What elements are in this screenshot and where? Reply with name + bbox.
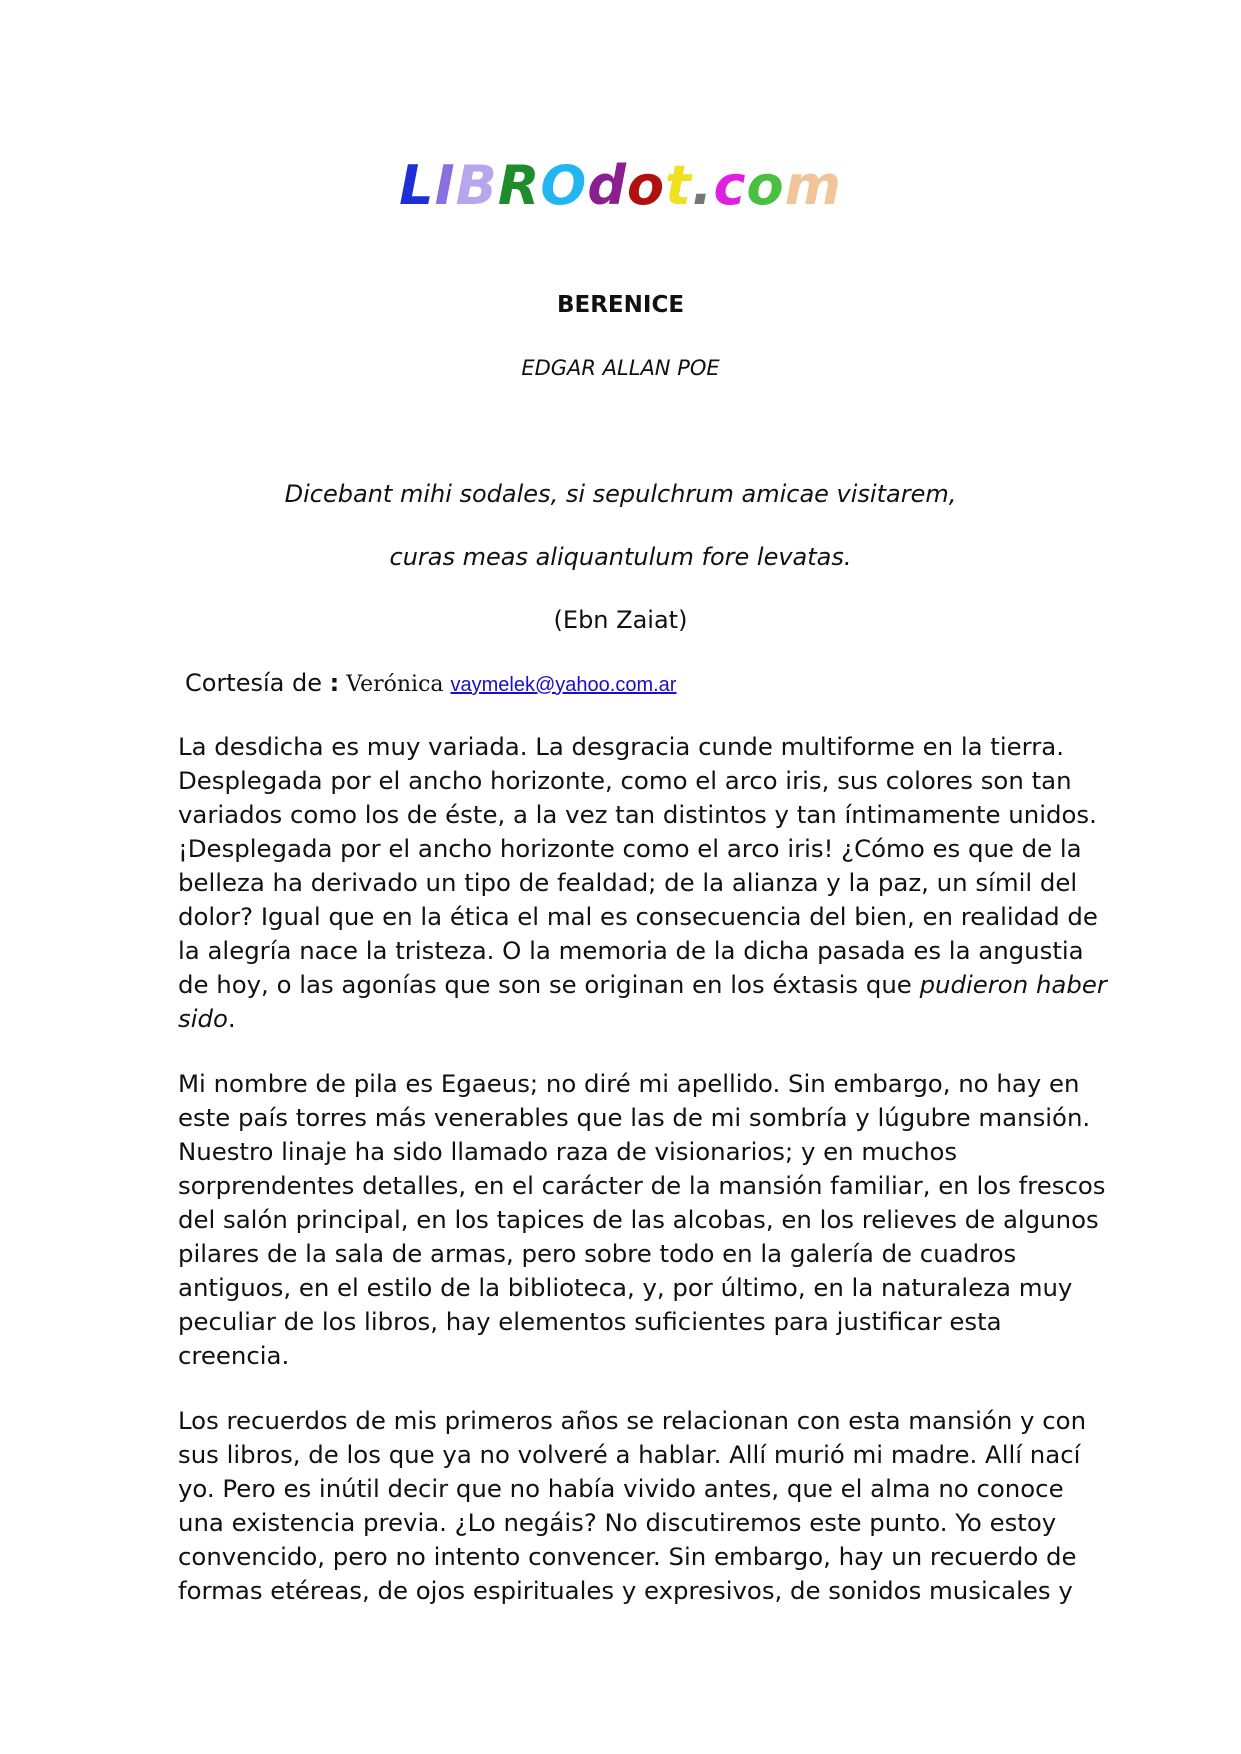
logo-letter: t: [665, 154, 692, 217]
text-line: sorprendentes detalles, en el carácter de la mansión familiar, en los frescos: [178, 1171, 1106, 1200]
text-line: pilares de la sala de armas, pero sobre todo en la galería de cuadros: [178, 1239, 1017, 1268]
author-name: EDGAR ALLAN POE: [521, 356, 720, 380]
logo-letter: .: [691, 154, 714, 217]
text-line: dolor? Igual que en la ética el mal es consecuencia del bien, en realidad de: [178, 902, 1098, 931]
italic-phrase: sido: [178, 1004, 228, 1033]
paragraph-2: [178, 1067, 1106, 1373]
logo-letter: B: [455, 154, 498, 217]
logo-letter: c: [713, 154, 747, 217]
text-line: variados como los de éste, a la vez tan distintos y tan íntimamente unidos.: [178, 800, 1097, 829]
text-segment: de hoy, o las agonías que son se originan en los éxtasis que: [178, 970, 920, 999]
paragraph-1: [178, 730, 1107, 1036]
text-line: este país torres más venerables que las de mi sombría y lúgubre mansión.: [178, 1103, 1091, 1132]
paragraph-3: [178, 1404, 1087, 1608]
text-segment: .: [227, 1004, 236, 1033]
text-line: Desplegada por el ancho horizonte, como el arco iris, sus colores son tan: [178, 766, 1072, 795]
text-line: una existencia previa. ¿Lo negáis? No discutiremos este punto. Yo estoy: [178, 1508, 1057, 1537]
text-line: belleza ha derivado un tipo de fealdad; de la alianza y la paz, un símil del: [178, 868, 1078, 897]
courtesy-colon: :: [329, 669, 340, 697]
epigraph-line-1: Dicebant mihi sodales, si sepulchrum amicae visitarem,: [284, 480, 957, 508]
text-line: sus libros, de los que ya no volveré a hablar. Allí murió mi madre. Allí nací: [178, 1440, 1081, 1469]
text-line: peculiar de los libros, hay elementos suficientes para justificar esta: [178, 1307, 1002, 1336]
courtesy-label: Cortesía de: [185, 669, 330, 697]
text-line: creencia.: [178, 1341, 290, 1370]
text-line: convencido, pero no intento convencer. Sin embargo, hay un recuerdo de: [178, 1542, 1077, 1571]
text-line: Mi nombre de pila es Egaeus; no diré mi apellido. Sin embargo, no hay en: [178, 1069, 1080, 1098]
story-title: BERENICE: [556, 292, 685, 318]
epigraph-line-2: curas meas aliquantulum fore levatas.: [389, 543, 852, 571]
text-line: [178, 1002, 1078, 1036]
logo-letter: o: [746, 154, 785, 217]
text-line: antiguos, en el estilo de la biblioteca, y, por último, en la naturaleza muy: [178, 1273, 1073, 1302]
text-line: ¡Desplegada por el ancho horizonte como el arco iris! ¿Cómo es que de la: [178, 834, 1082, 863]
text-line: Nuestro linaje ha sido llamado raza de visionarios; y en muchos: [178, 1137, 958, 1166]
text-line: la alegría nace la tristeza. O la memoria de la dicha pasada es la angustia: [178, 936, 1084, 965]
text-line: Los recuerdos de mis primeros años se relacionan con esta mansión y con: [178, 1406, 1087, 1435]
courtesy-line: [185, 667, 676, 701]
email-link[interactable]: vaymelek@yahoo.com.ar: [450, 674, 677, 696]
logo-letter: d: [587, 154, 627, 217]
librodot-logo: [0, 154, 1241, 218]
logo-letter: m: [784, 154, 842, 217]
logo-letter: R: [497, 154, 541, 217]
logo-letter: O: [540, 154, 588, 217]
logo-letter: o: [626, 154, 666, 217]
text-line: formas etéreas, de ojos espirituales y expresivos, de sonidos musicales y: [178, 1576, 1073, 1605]
courtesy-name: Verónica: [339, 672, 451, 697]
text-line: del salón principal, en los tapices de las alcobas, en los relieves de algunos: [178, 1205, 1099, 1234]
epigraph-source: (Ebn Zaiat): [553, 606, 688, 634]
logo-letter: I: [434, 154, 456, 217]
text-line: [178, 968, 1107, 1002]
logo-letter: L: [399, 154, 435, 217]
text-line: La desdicha es muy variada. La desgracia cunde multiforme en la tierra.: [178, 732, 1064, 761]
text-line: yo. Pero es inútil decir que no había vivido antes, que el alma no conoce: [178, 1474, 1064, 1503]
italic-phrase: pudieron haber: [919, 970, 1107, 999]
